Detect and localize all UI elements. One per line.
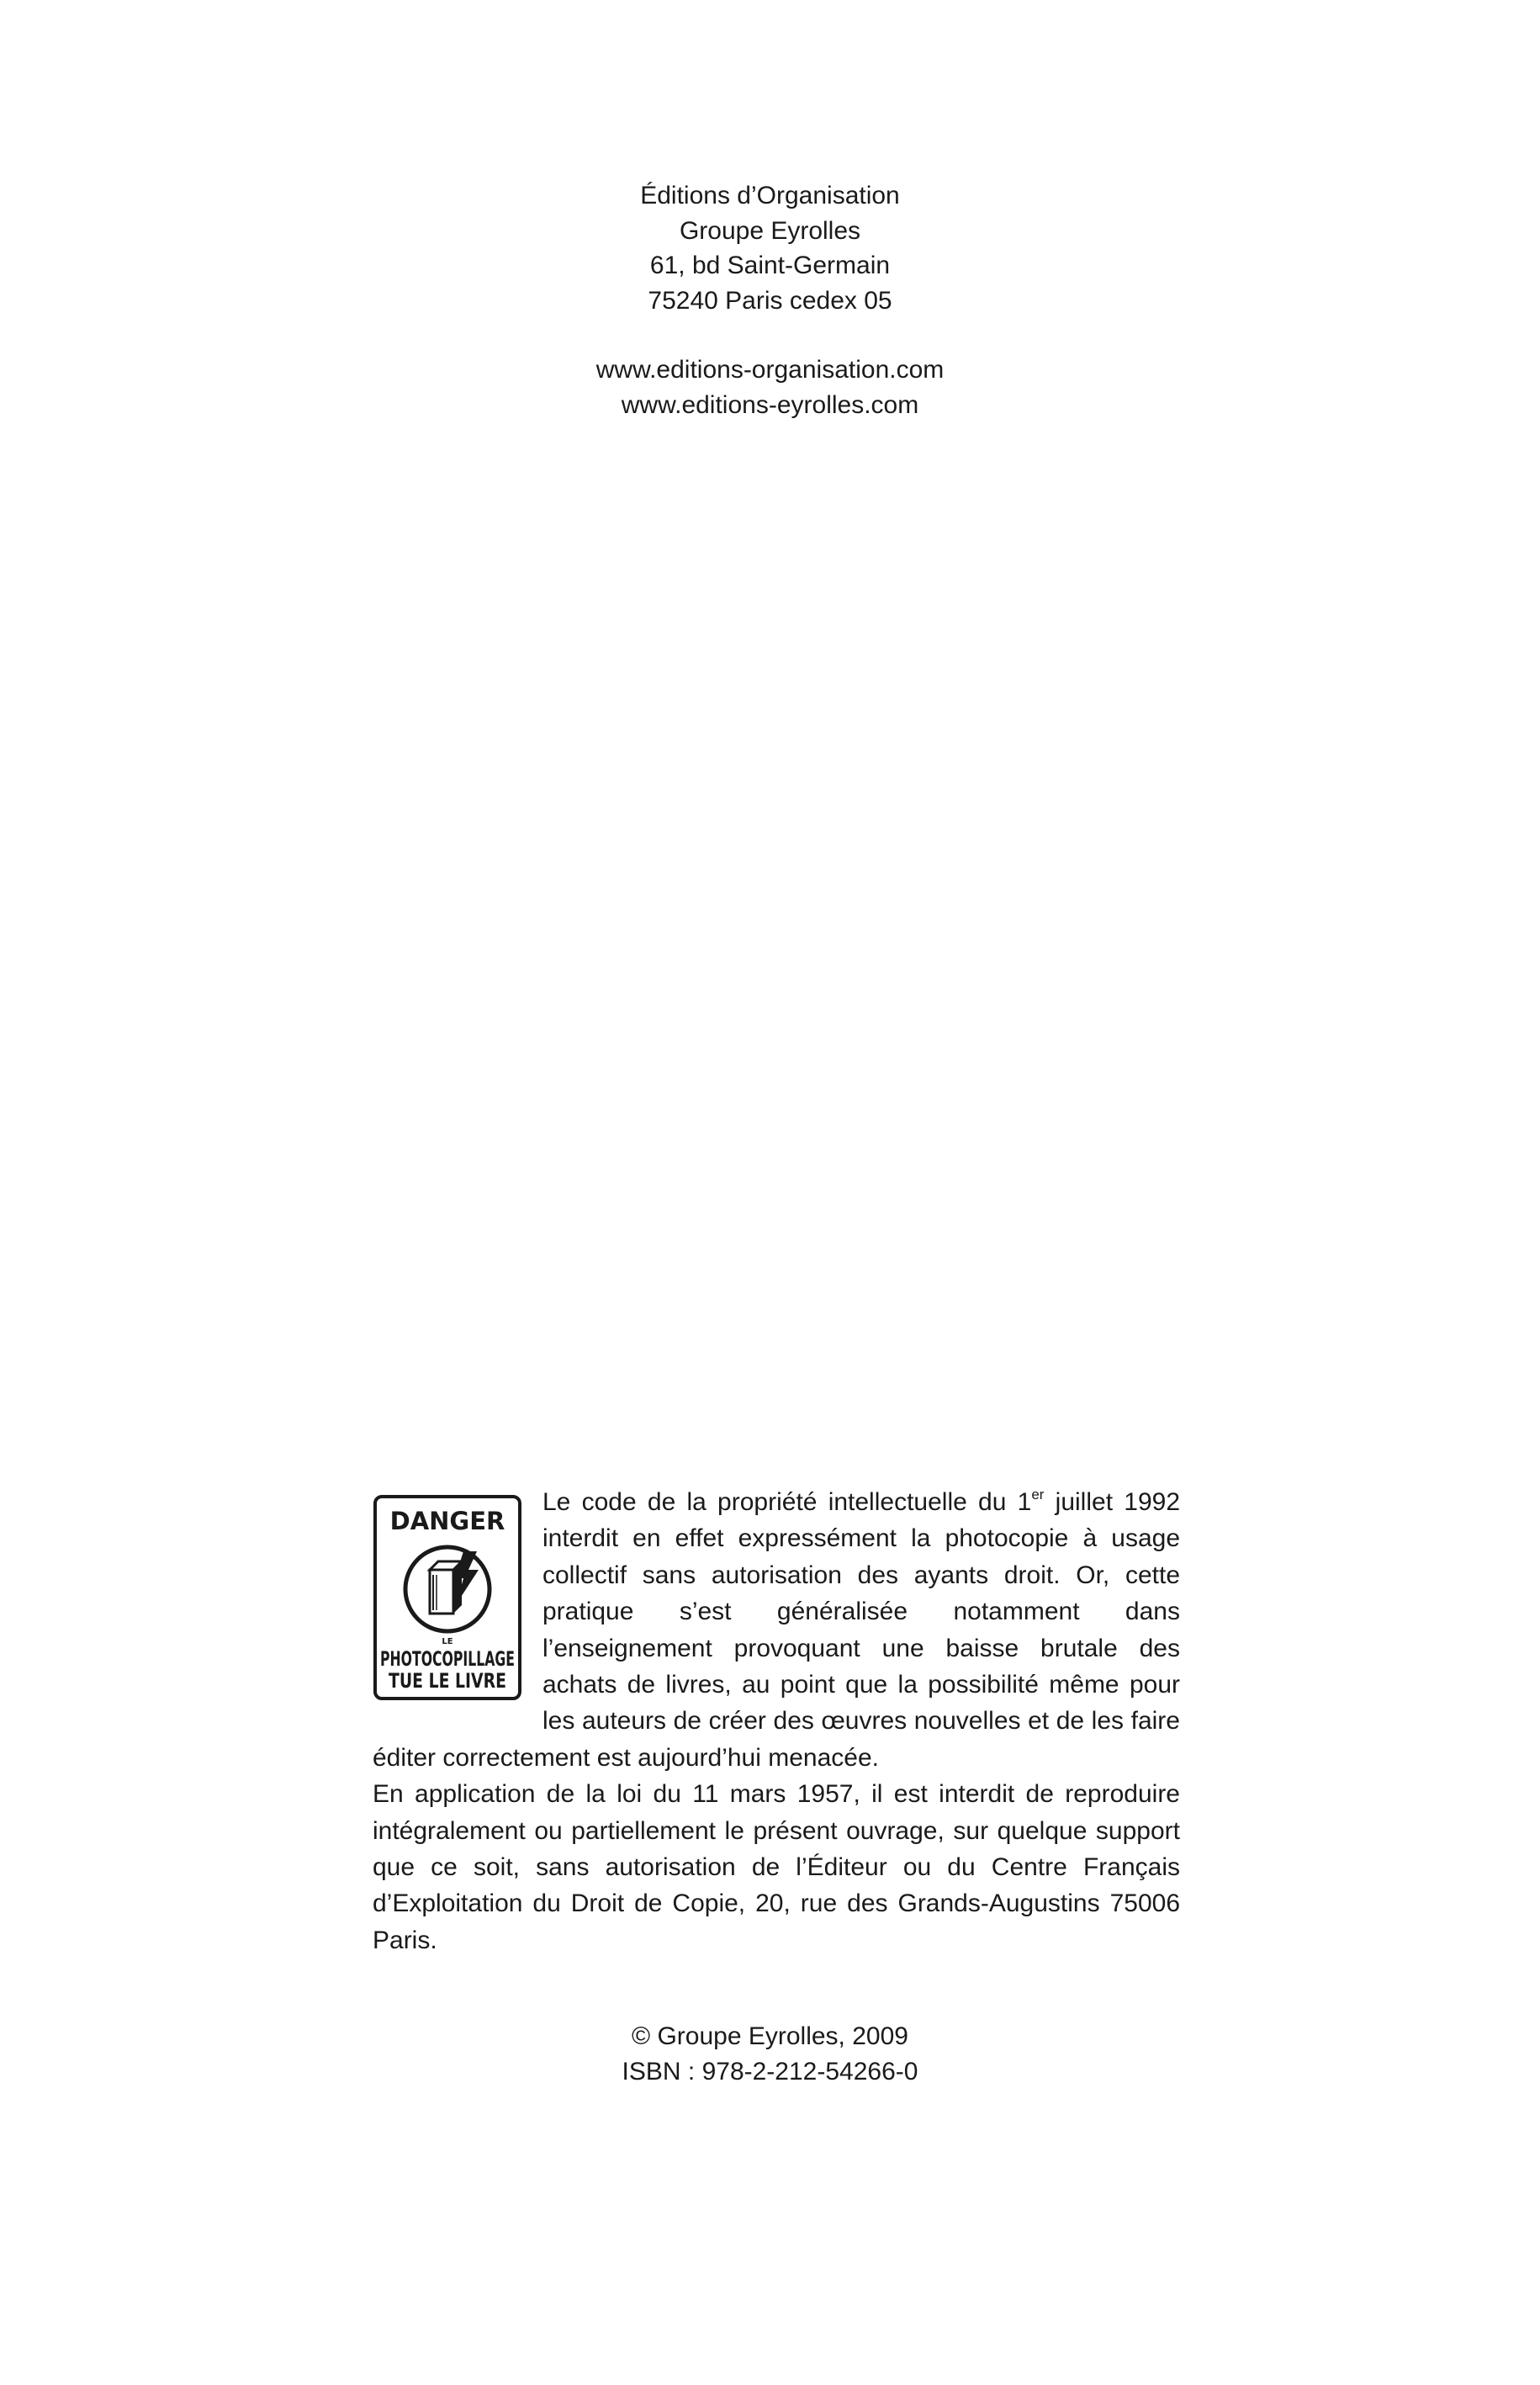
publisher-group: Groupe Eyrolles: [679, 216, 861, 245]
website-organisation: www.editions-organisation.com: [595, 356, 945, 384]
publisher-name: Éditions d’Organisation: [640, 182, 900, 209]
website-eyrolles: www.editions-eyrolles.com: [621, 390, 919, 419]
isbn: ISBN : 978-2-212-54266-0: [622, 2057, 918, 2086]
legal-notice: [373, 1484, 1180, 1958]
spacer: [0, 318, 1540, 352]
logo-tue-le-livre-text: TUE LE LIVRE: [389, 1669, 506, 1693]
legal-paragraph-2: En application de la loi du 11 mars 1957, il est interdit de reproduire intégralement ou partiellement le présent ouvrage, sur quelque support que ce soit, sans autorisation de l’Éditeur ou du Centre Français d’Exploitation du Droit de Copie, 20, rue des Grands-Augustins 75006 Paris.: [373, 1780, 1180, 1954]
book-icon: [430, 1561, 462, 1614]
copyright-notice: © Groupe Eyrolles, 2009: [632, 2022, 908, 2050]
logo-le-text: LE: [442, 1637, 453, 1646]
copyright-block: [0, 2019, 1540, 2089]
legal-p1-rest: juillet 1992 interdit en effet expressément la photocopie à usage collectif sans autorisation des ayants droit. Or, cette pratique s’est généralisée notamment dans l’enseignement provoquant une baisse brutale des achats de livres, au point que la possibilité même pour les auteurs de créer des œuvres nouvelles et de les faire éditer correctement est aujourd’hui menacée.: [373, 1488, 1180, 1772]
legal-p1-start: Le code de la propriété intellectuelle du 1: [542, 1488, 1032, 1516]
logo-danger-text: DANGER: [389, 1507, 505, 1535]
logo-photocopillage-text: PHOTOCOPILLAGE: [380, 1647, 515, 1671]
publisher-city: 75240 Paris cedex 05: [648, 286, 892, 315]
legal-p1-sup: er: [1031, 1487, 1045, 1503]
publisher-street: 61, bd Saint-Germain: [649, 252, 891, 279]
publisher-address-block: [0, 178, 1540, 422]
photocopillage-logo: [373, 1494, 522, 1701]
